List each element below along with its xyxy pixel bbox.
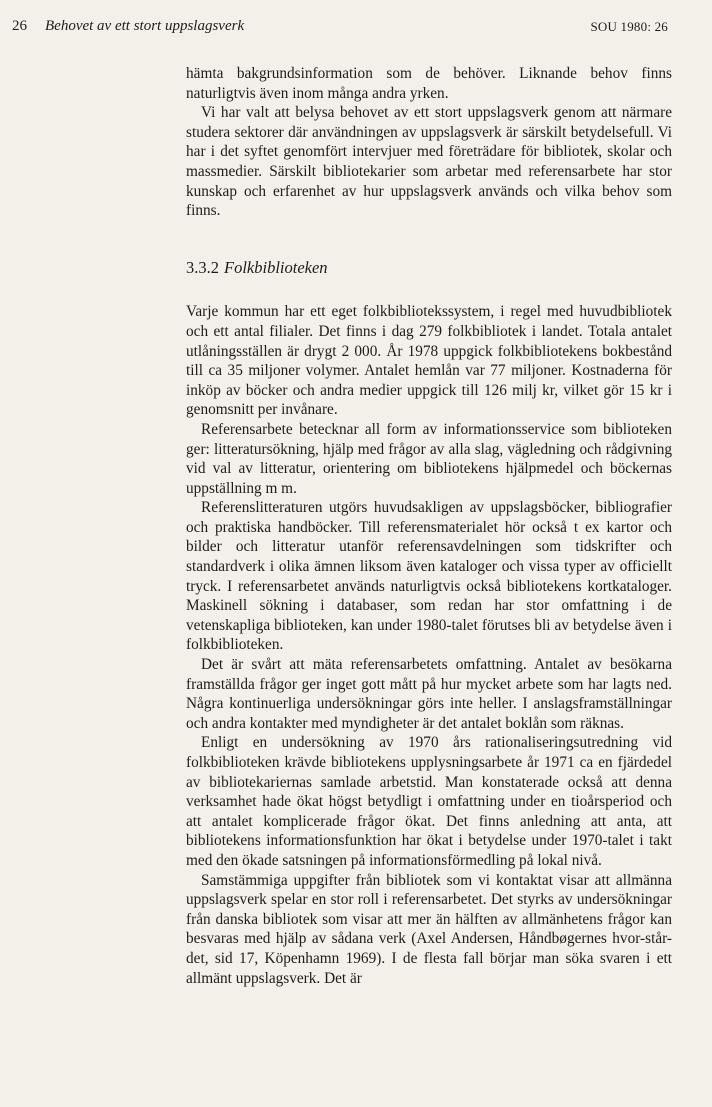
page-body — [186, 64, 672, 988]
paragraph: hämta bakgrundsinformation som de behöver. Liknande behov finns naturligtvis även inom många andra yrken. — [186, 65, 672, 102]
running-title: Behovet av ett stort uppslagsverk — [45, 18, 245, 34]
paragraph: Varje kommun har ett eget folkbibliotekssystem, i regel med huvudbibliotek och ett antal filialer. Det finns i dag 279 folkbibliotek i landet. Totala antalet utlåningsställen är drygt 2 000. År 1978 uppgick folkbibliotekens bokbestånd till ca 35 miljoner volymer. Antalet hemlån var 77 miljoner. Kostnaderna för inköp av böcker och andra medier uppgick till 126 milj kr, vilket gör 15 kr i genomsnitt per invånare. — [186, 303, 672, 419]
page-number: 26 — [12, 18, 27, 34]
series-reference: SOU 1980: 26 — [590, 19, 668, 34]
paragraph: Det är svårt att mäta referensarbetets omfattning. Antalet av besökarna framställda frågor ger inget gott mått på hur mycket arbete som har lagts ned. Några kontinuerliga undersökningar görs inte heller. I anslagsframställningar och andra kontakter med myndigheter är det antalet boklån som räknas. — [186, 656, 672, 732]
section-heading — [186, 258, 672, 278]
paragraph: Samstämmiga uppgifter från bibliotek som vi kontaktat visar att allmänna uppslagsverk spelar en stor roll i referensarbetet. Det styrks av undersökningar från danska bibliotek som visar att mer än hälften av allmänhetens frågor kan besvaras med hjälp av sådana verk (Axel Andersen, Håndbøgernes hvor-står-det, sid 17, Köpenhamn 1969). I de flesta fall börjar man söka svaren i ett allmänt uppslagsverk. Det är — [186, 871, 672, 987]
section-title: Folkbiblioteken — [224, 257, 328, 277]
paragraph: Referensarbete betecknar all form av informationsservice som biblioteken ger: litteratursökning, hjälp med frågor av alla slag, vägledning och rådgivning vid val av litteratur, orientering om bibliotekens hjälpmedel och böckernas uppställning m m. — [186, 420, 672, 497]
paragraph: Referenslitteraturen utgörs huvudsakligen av uppslagsböcker, bibliografier och praktiska handböcker. Till referensmaterialet hör också t ex kartor och bilder och litteratur utanför referensavdelningen som tidskrifter och standardverk i olika ämnen liksom även kataloger och vissa typer av officiellt tryck. I referensarbetet används naturligtvis också bibliotekens kortkataloger. Maskinell sökning i databaser, som redan har stor omfattning i de vetenskapliga biblioteken, kan under 1980-talet förutses bli av betydelse även i folkbiblioteken. — [186, 499, 672, 654]
paragraph: Enligt en undersökning av 1970 års rationaliseringsutredning vid folkbiblioteken krävde bibliotekens upplysningsarbete år 1971 ca en fjärdedel av bibliotekariernas samlade arbetstid. Man konstaterade också att denna verksamhet hade ökat högst betydligt i omfattning under en tioårsperiod och att antalet komplicerade frågor ökat. Det finns anledning att anta, att bibliotekens informationsfunktion har ökat i betydelse under 1970-talet i takt med den ökade satsningen på informationsförmedling på lokal nivå. — [186, 734, 672, 869]
page-header — [12, 18, 668, 42]
paragraph: Vi har valt att belysa behovet av ett stort uppslagsverk genom att närmare studera sektorer där användningen av uppslagsverk är särskilt betydelsefull. Vi har i det syftet genomfört intervjuer med företrädare för bibliotek, skolar och massmedier. Särskilt bibliotekarier som arbetar med referensarbete har stor kunskap och erfarenhet av hur uppslagsverk används och vilka behov som finns. — [186, 104, 672, 220]
section-number: 3.3.2 — [186, 257, 219, 277]
